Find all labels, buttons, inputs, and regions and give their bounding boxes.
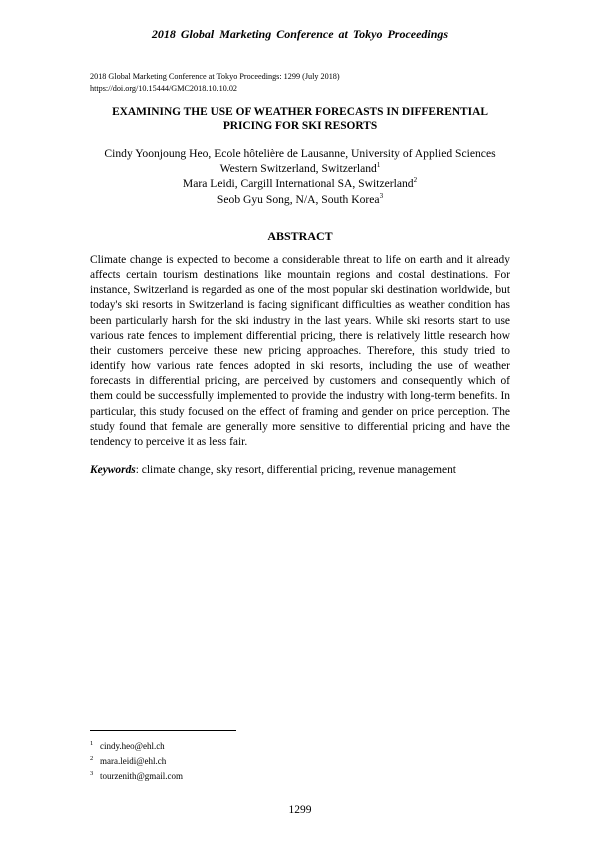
- author-affiliation-cont: Western Switzerland, Switzerland: [219, 162, 377, 176]
- author-affiliation: Cindy Yoonjoung Heo, Ecole hôtelière de Lausanne, University of Applied Sciences: [104, 147, 496, 160]
- footnote-email[interactable]: mara.leidi@ehl.ch: [100, 755, 167, 766]
- author-affiliation-text: Seob Gyu Song, N/A, South Korea: [216, 192, 380, 206]
- footnote-email[interactable]: tourzenith@gmail.com: [100, 770, 184, 781]
- footnote-number: 3: [90, 769, 94, 777]
- footnote-number: 2: [90, 754, 94, 762]
- keywords-label: Keywords: [90, 464, 136, 476]
- author-affiliation-text: Mara Leidi, Cargill International SA, Switzerland: [182, 177, 414, 191]
- author-affiliation: [90, 192, 510, 207]
- citation-info: [90, 71, 340, 95]
- keywords-text: : climate change, sky resort, differential pricing, revenue management: [135, 464, 456, 476]
- running-header: 2018 Global Marketing Conference at Tokyo Proceedings: [151, 27, 449, 41]
- footnote-divider: [90, 730, 236, 731]
- footnote-item: [90, 738, 183, 753]
- abstract-body: Climate change is expected to become a considerable threat to life on earth and it already affects certain tourism destinations like mountain regions and costal destinations. For instance, Switzerland is regarded as one of the most popular ski destination worldwide, but today's ski resorts in Switzerland is facing significant difficulties as weather condition has been particularly harsh for the ski industry in the last years. While ski resorts start to use various rate fences to implement differential pricing, there is relatively little research how their customers perceive these new pricing approaches. Therefore, this study tried to identify how various rate fences adopted in ski resorts, including the use of weather forecasts in differential pricing, are perceived by customers and consequently which of them could be successfully implemented to provide the industry with long-term benefits. In particular, this study focused on the effect of framing and gender on price perception. The study found that female are generally more sensitive to differential pricing and have the tendency to perceive it as less fair.: [90, 254, 510, 448]
- footnote-ref: 1: [376, 161, 381, 170]
- author-block: [90, 146, 510, 207]
- footnote-email[interactable]: cindy.heo@ehl.ch: [100, 741, 165, 751]
- footnote-item: [90, 753, 183, 768]
- footnote-item: [90, 768, 183, 783]
- title-line: EXAMINING THE USE OF WEATHER FORECASTS IN DIFFERENTIAL: [112, 106, 488, 118]
- citation-line: 2018 Global Marketing Conference at Tokyo Proceedings: 1299 (July 2018): [90, 72, 340, 81]
- doi-link[interactable]: https://doi.org/10.15444/GMC2018.10.10.02: [90, 84, 238, 93]
- footnote-number: 1: [90, 740, 94, 747]
- title-line: PRICING FOR SKI RESORTS: [222, 119, 378, 132]
- page-number: 1299: [288, 804, 312, 816]
- footnotes: [90, 738, 183, 782]
- footnote-ref: 3: [379, 191, 384, 200]
- paper-title: [90, 106, 510, 133]
- keywords-line: [90, 463, 510, 478]
- author-affiliation: [90, 176, 510, 191]
- author-affiliation: [90, 161, 510, 176]
- abstract-heading: ABSTRACT: [267, 229, 333, 243]
- footnote-ref: 2: [413, 176, 418, 185]
